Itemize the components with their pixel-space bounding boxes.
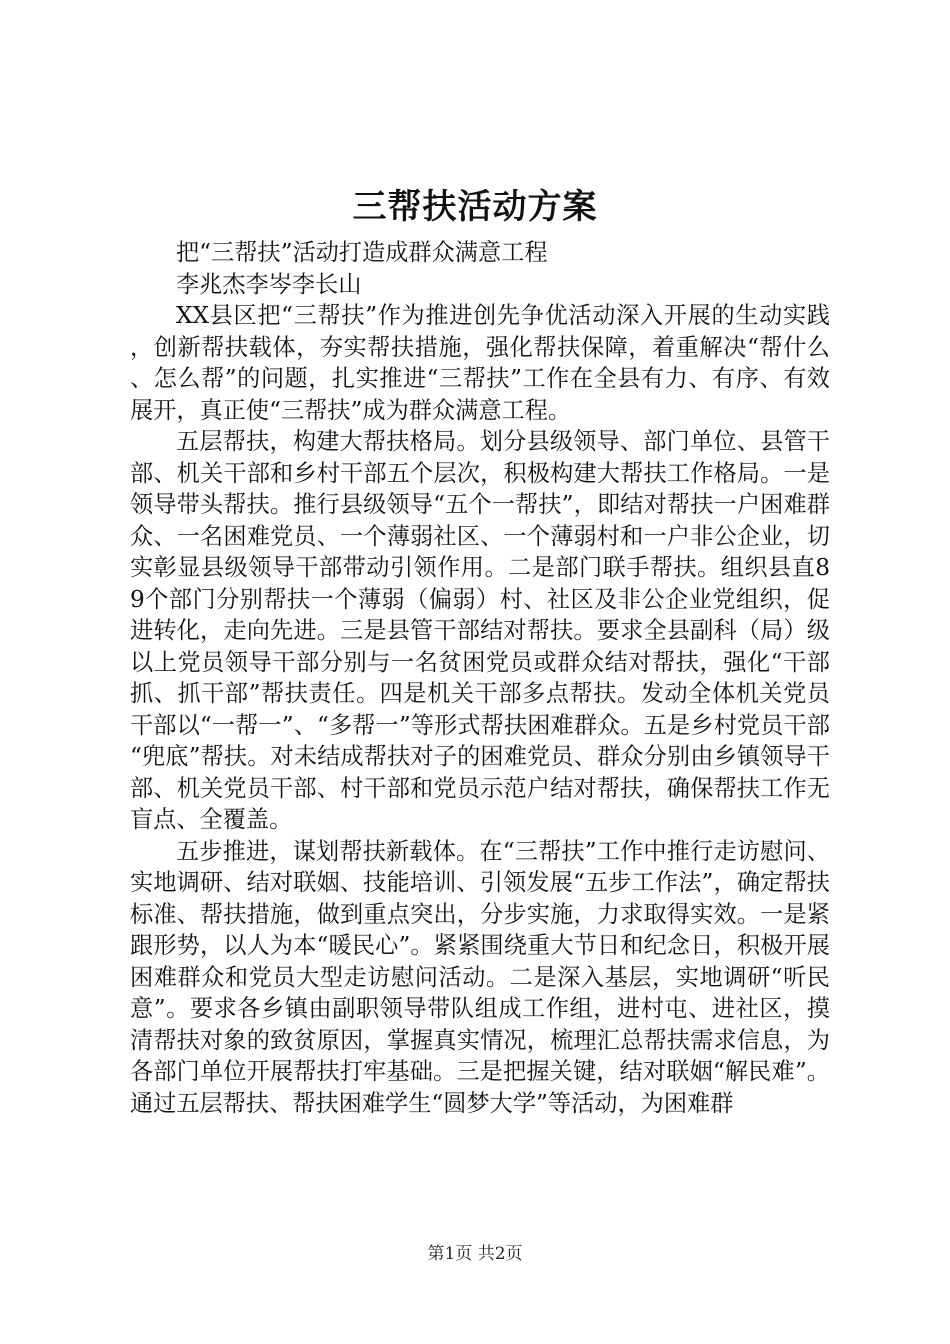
page-indicator: 第1页 共2页 — [427, 1244, 523, 1264]
document-title: 三帮扶活动方案 — [352, 187, 598, 227]
document-subtitle: 把“三帮扶”活动打造成群众满意工程 — [176, 239, 548, 266]
paragraph-five-steps: 五步推进，谋划帮扶新载体。在“三帮扶”工作中推行走访慰问、实地调研、结对联姻、技能培训、引领发展“五步工作法”，确定帮扶标准、帮扶措施，做到重点突出，分步实施，力求取得实效。一是紧跟形势，以人为本“暖民心”。紧紧围绕重大节日和纪念日，积极开展困难群众和党员大型走访慰问活动。二是深入基层，实地调研“听民意”。要求各乡镇由副职领导带队组成工作组，进村屯、进社区，摸清帮扶对象的致贫原因，掌握真实情况，梳理汇总帮扶需求信息，为各部门单位开展帮扶打牢基础。三是把握关键，结对联姻“解民难”。通过五层帮扶、帮扶困难学生“圆梦大学”等活动，为困难群 — [130, 837, 830, 1117]
document-body — [130, 237, 830, 1119]
document-authors: 李兆杰李岑李长山 — [176, 270, 362, 298]
paragraph-five-levels: 五层帮扶，构建大帮扶格局。划分县级领导、部门单位、县管干部、机关干部和乡村干部五个层次，积极构建大帮扶工作格局。一是领导带头帮扶。推行县级领导“五个一帮扶”，即结对帮扶一户困难群众、一名困难党员、一个薄弱社区、一个薄弱村和一户非公企业，切实彰显县级领导干部带动引领作用。二是部门联手帮扶。组织县直89个部门分别帮扶一个薄弱（偏弱）村、社区及非公企业党组织，促进转化，走向先进。三是县管干部结对帮扶。要求全县副科（局）级以上党员领导干部分别与一名贫困党员或群众结对帮扶，强化“干部抓、抓干部”帮扶责任。四是机关干部多点帮扶。发动全体机关党员干部以“一帮一”、“多帮一”等形式帮扶困难群众。五是乡村党员干部“兜底”帮扶。对未结成帮扶对子的困难党员、群众分别由乡镇领导干部、机关党员干部、村干部和党员示范户结对帮扶，确保帮扶工作无盲点、全覆盖。 — [130, 428, 830, 833]
paragraph-intro: XX县区把“三帮扶”作为推进创先争优活动深入开展的生动实践，创新帮扶载体，夯实帮扶措施，强化帮扶保障，着重解决“帮什么、怎么帮”的问题，扎实推进“三帮扶”工作在全县有力、有序、有效展开，真正使“三帮扶”成为群众满意工程。 — [130, 302, 830, 424]
